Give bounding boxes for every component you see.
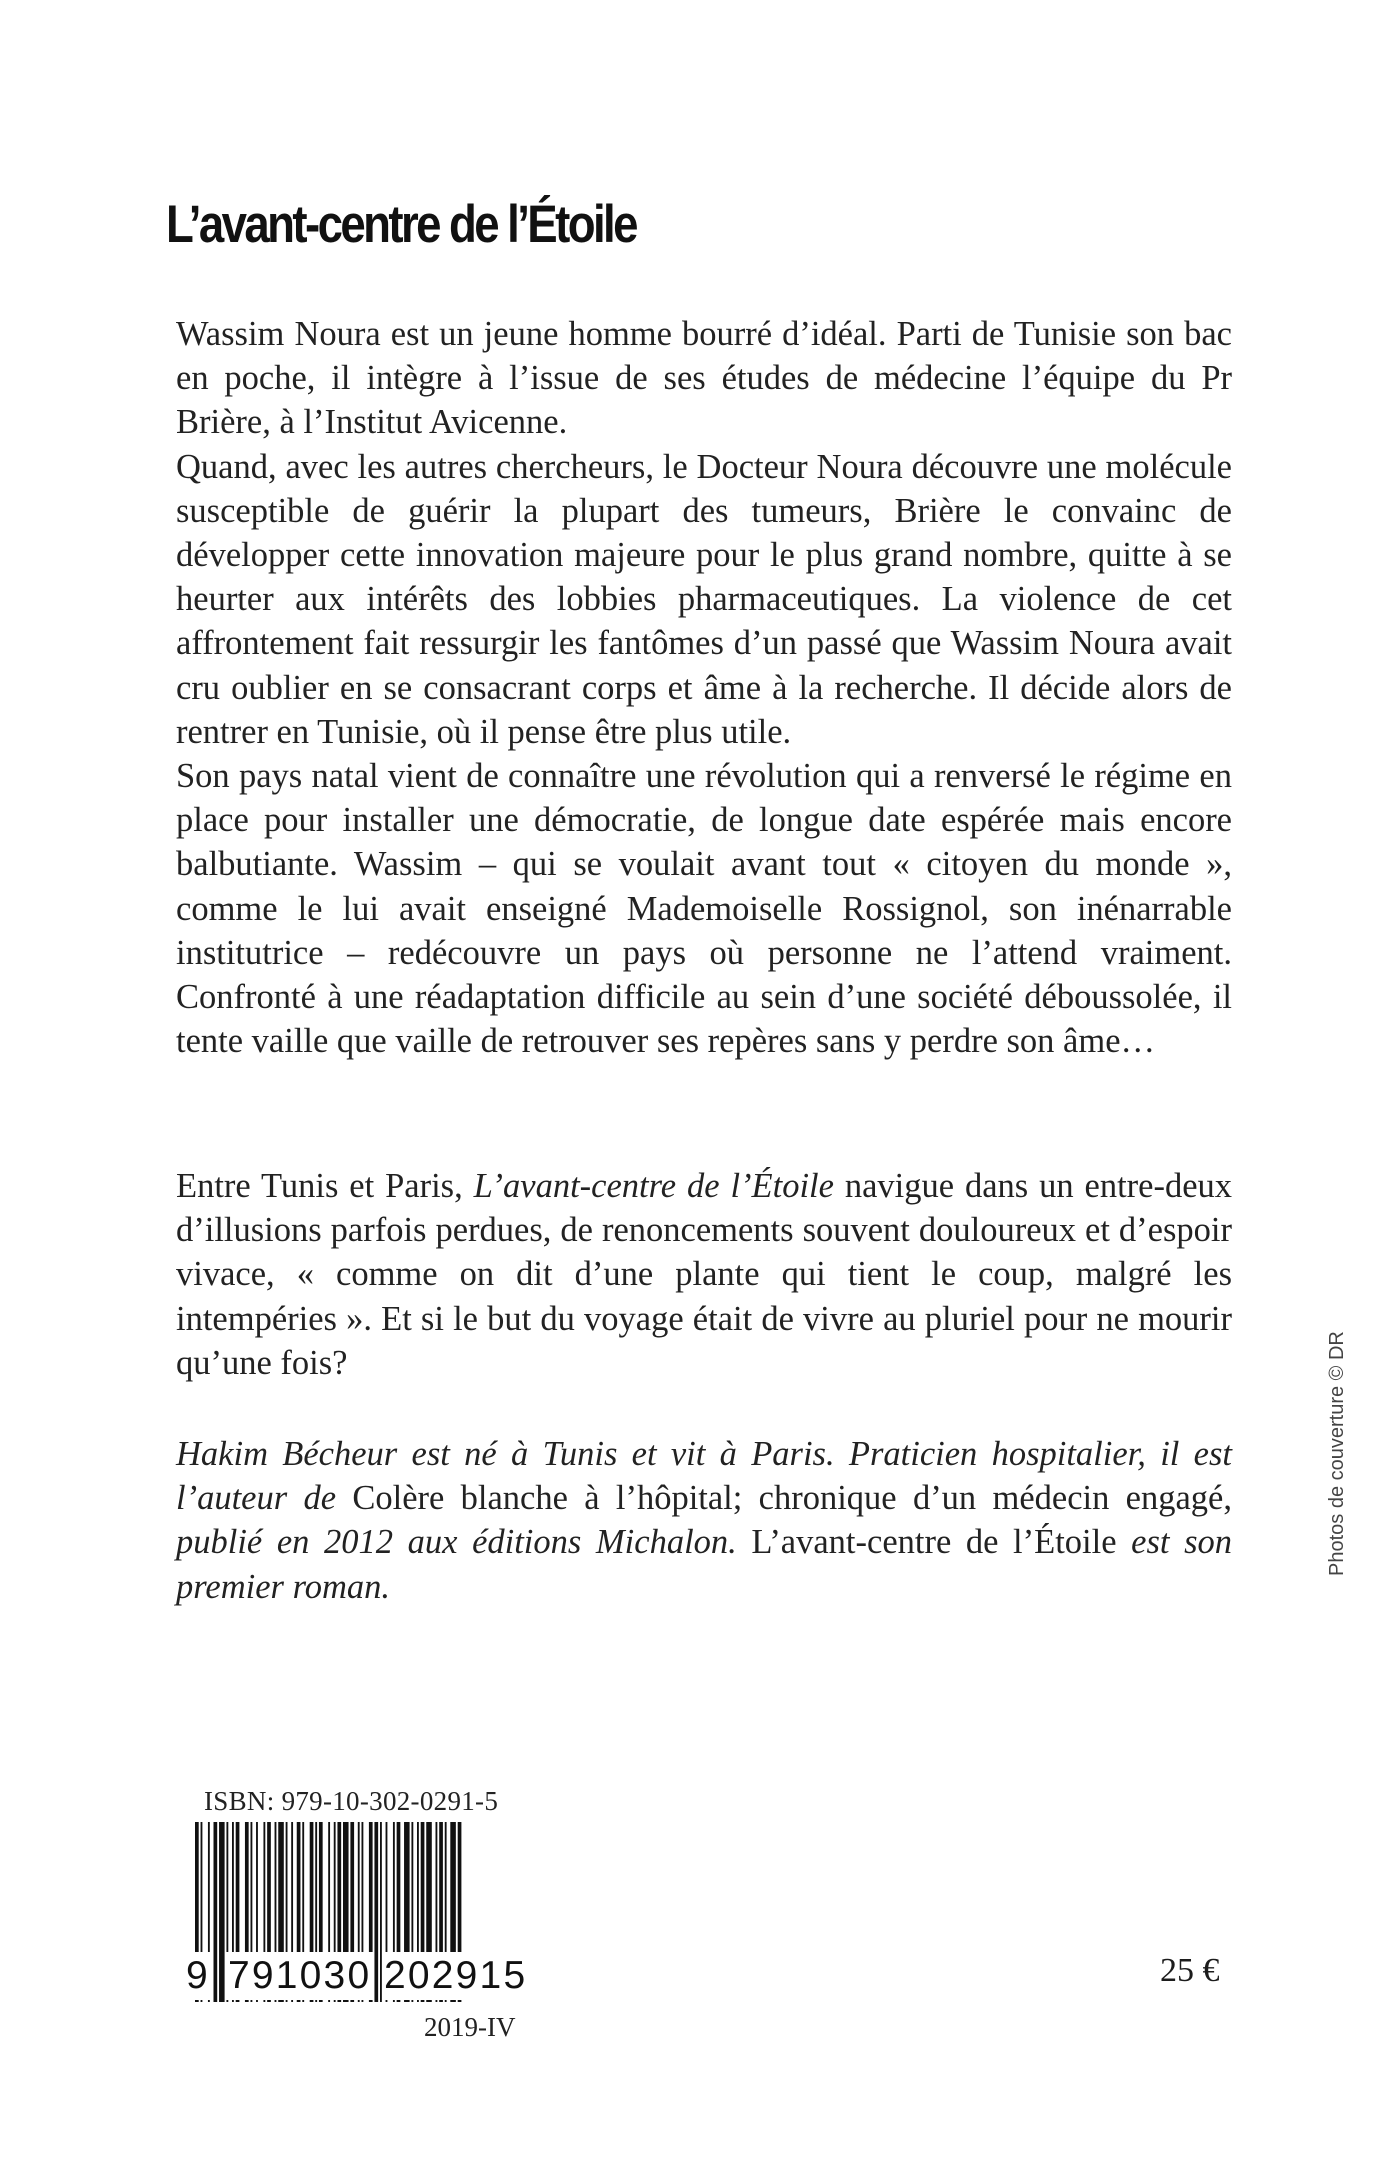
- book-title: L’avant-centre de l’Étoile: [166, 195, 636, 254]
- barcode-digit-first: 9: [184, 1952, 210, 2000]
- barcode-digits: [184, 1952, 544, 2000]
- bio-text: publié en 2012 aux éditions Michalon.: [176, 1523, 737, 1562]
- bio-text: Hakim Bécheur est né à Tunis et vit à Paris. Praticien hospitalier, il est l’auteur de: [176, 1435, 1232, 1518]
- edition-code: 2019-IV: [424, 2012, 516, 2042]
- bio-work-subtitle: ; chronique d’un médecin engagé,: [732, 1479, 1232, 1518]
- bio-text: est son premier roman.: [176, 1523, 1233, 1606]
- synopsis-paragraph: Quand, avec les autres chercheurs, le Docteur Noura découvre une molécule susceptible de guérir la plupart des tumeurs, Brière le convainc de développer cette innovation majeure pour le plus grand nombre, quitte à se heurter aux intérêts des lobbies pharmaceutiques. La violence de cet affrontement fait ressurgir les fantômes d’un passé que Wassim Noura avait cru oublier en se consacrant corps et âme à la recherche. Il décide alors de rentrer en Tunisie, où il pense être plus utile.: [176, 447, 1232, 751]
- pitch-book-title: L’avant-centre de l’Étoile: [473, 1167, 834, 1205]
- author-bio: [176, 1432, 1232, 1609]
- pitch-lead: Entre Tunis et Paris,: [176, 1167, 463, 1205]
- synopsis: [176, 312, 1232, 1063]
- synopsis-paragraph: Son pays natal vient de connaître une révolution qui a renversé le régime en place pour installer une démocratie, de longue date espérée mais encore balbutiante. Wassim – qui se voulait avant tout « citoyen du monde », comme le lui avait enseigné Mademoiselle Rossignol, son inénarrable institutrice – redécouvre un pays où personne ne l’attend vraiment. Confronté à une réadaptation difficile au sein d’une société déboussolée, il tente vaille que vaille de retrouver ses repères sans y perdre son âme…: [176, 757, 1232, 1061]
- bio-work-title: Colère blanche à l’hôpital: [352, 1479, 733, 1518]
- pitch-paragraph: [176, 1164, 1232, 1385]
- barcode-digits-right: 202915: [382, 1952, 529, 2000]
- pitch-text: navigue dans un entre-deux d’illusions parfois perdues, de renoncements souvent douloureux et d’espoir vivace, « comme on dit d’une plante qui tient le coup, malgré les intempéries ». Et si le but du voyage était de vivre au pluriel pour ne mourir qu’une fois?: [176, 1167, 1233, 1382]
- bio-work-title: L’avant-centre de l’Étoile: [751, 1523, 1117, 1562]
- barcode-digits-left: 791030: [226, 1952, 373, 2000]
- isbn-number: ISBN: 979-10-302-0291-5: [204, 1786, 499, 1816]
- photo-credit: Photos de couverture © DR: [1326, 1331, 1348, 1576]
- price: 25 €: [1160, 1952, 1220, 1989]
- synopsis-paragraph: Wassim Noura est un jeune homme bourré d’idéal. Parti de Tunisie son bac en poche, il intègre à l’issue de ses études de médecine l’équipe du Pr Brière, à l’Institut Avicenne.: [176, 315, 1232, 442]
